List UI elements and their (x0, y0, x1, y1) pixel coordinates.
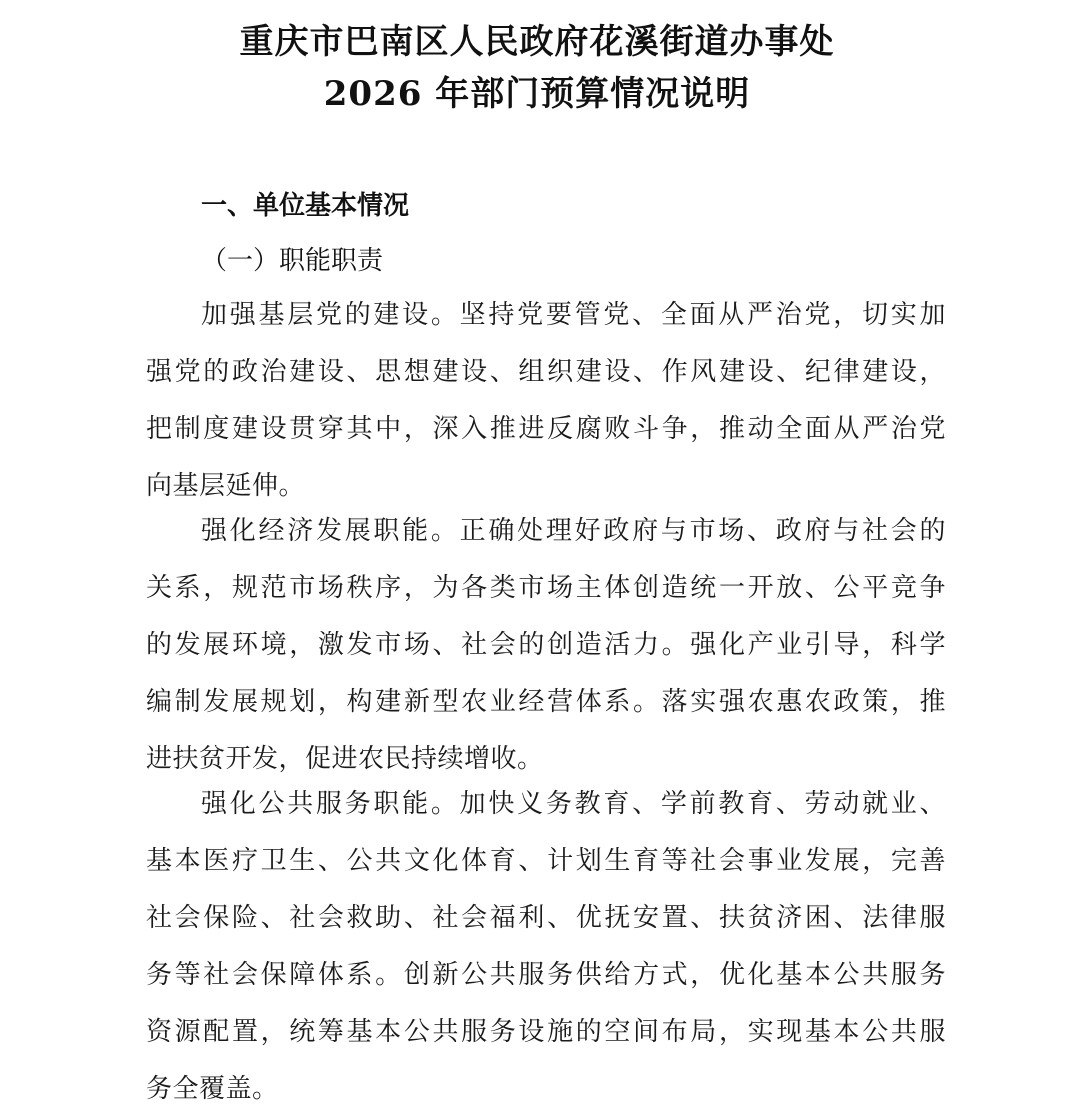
section-heading: 一、单位基本情况 (201, 191, 410, 221)
paragraph-line: 加强基层党的建设。坚持党要管党、全面从严治党，切实加 (201, 300, 946, 330)
paragraph-line: 把制度建设贯穿其中，深入推进反腐败斗争，推动全面从严治党 (146, 414, 946, 444)
paragraph-line: 强化公共服务职能。加快义务教育、学前教育、劳动就业、 (201, 789, 946, 819)
paragraph-line: 基本医疗卫生、公共文化体育、计划生育等社会事业发展，完善 (146, 846, 946, 876)
title-line-1: 重庆市巴南区人民政府花溪街道办事处 (239, 22, 835, 62)
paragraph-line: 资源配置，统筹基本公共服务设施的空间布局，实现基本公共服 (146, 1017, 946, 1047)
document-title (0, 18, 1074, 118)
title-line-2: 2026 年部门预算情况说明 (323, 74, 751, 114)
paragraph-economic-development (146, 503, 946, 788)
paragraph-party-building (146, 287, 946, 515)
paragraph-line: 社会保险、社会救助、社会福利、优抚安置、扶贫济困、法律服 (146, 903, 946, 933)
paragraph-line: 的发展环境，激发市场、社会的创造活力。强化产业引导，科学 (146, 630, 946, 660)
paragraph-line: 进扶贫开发，促进农民持续增收。 (146, 744, 544, 774)
paragraph-line: 向基层延伸。 (146, 471, 306, 501)
subsection-heading: （一）职能职责 (201, 246, 384, 276)
paragraph-line: 强党的政治建设、思想建设、组织建设、作风建设、纪律建设， (146, 357, 946, 387)
paragraph-line: 关系，规范市场秩序，为各类市场主体创造统一开放、公平竞争 (146, 573, 946, 603)
paragraph-line: 务全覆盖。 (146, 1074, 279, 1104)
paragraph-line: 强化经济发展职能。正确处理好政府与市场、政府与社会的 (201, 516, 946, 546)
paragraph-line: 务等社会保障体系。创新公共服务供给方式，优化基本公共服务 (146, 960, 946, 990)
paragraph-line: 编制发展规划，构建新型农业经营体系。落实强农惠农政策，推 (146, 687, 946, 717)
paragraph-public-services (146, 776, 946, 1118)
